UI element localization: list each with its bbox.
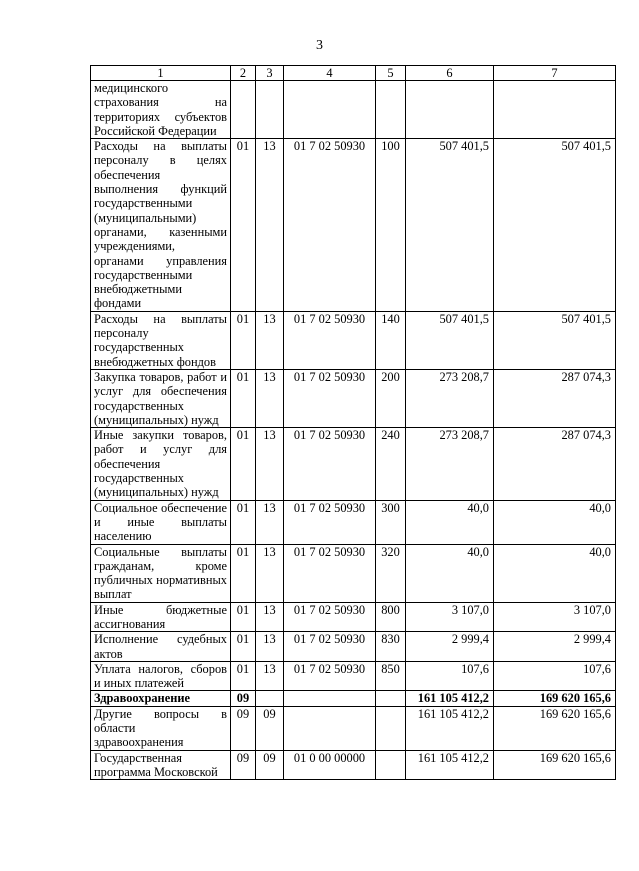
subsection-code-cell <box>256 81 284 139</box>
subsection-code-cell <box>256 691 284 706</box>
section-code-cell: 09 <box>231 706 256 750</box>
table-row <box>91 428 616 500</box>
subsection-code-cell: 13 <box>256 311 284 369</box>
section-code-cell: 01 <box>231 500 256 544</box>
subsection-code-cell: 13 <box>256 139 284 312</box>
column-number: 4 <box>284 66 376 81</box>
amount-year2-cell: 287 074,3 <box>494 428 616 500</box>
item-name-cell: Расходы на выплаты персоналу государственных внебюджетных фондов <box>91 311 231 369</box>
item-name-cell: Закупка товаров, работ и услуг для обеспечения государственных (муниципальных) нужд <box>91 369 231 427</box>
amount-year2-cell: 287 074,3 <box>494 369 616 427</box>
column-number: 5 <box>376 66 406 81</box>
target-article-cell: 01 7 02 50930 <box>284 602 376 632</box>
amount-year1-cell: 161 105 412,2 <box>406 750 494 780</box>
table-row <box>91 544 616 602</box>
amount-year2-cell: 40,0 <box>494 500 616 544</box>
column-number-row <box>91 66 616 81</box>
amount-year1-cell: 161 105 412,2 <box>406 691 494 706</box>
subsection-code-cell: 13 <box>256 428 284 500</box>
table-row <box>91 311 616 369</box>
expense-type-cell <box>376 81 406 139</box>
section-code-cell: 01 <box>231 311 256 369</box>
subsection-code-cell: 09 <box>256 706 284 750</box>
column-number: 7 <box>494 66 616 81</box>
item-name-cell: Государственная программа Московской <box>91 750 231 780</box>
amount-year2-cell: 169 620 165,6 <box>494 706 616 750</box>
amount-year1-cell: 2 999,4 <box>406 632 494 662</box>
item-name-cell: Иные закупки товаров, работ и услуг для обеспечения государственных (муниципальных) нужд <box>91 428 231 500</box>
amount-year2-cell: 507 401,5 <box>494 139 616 312</box>
column-number: 6 <box>406 66 494 81</box>
expense-type-cell <box>376 691 406 706</box>
expense-type-cell: 200 <box>376 369 406 427</box>
amount-year2-cell: 2 999,4 <box>494 632 616 662</box>
target-article-cell: 01 7 02 50930 <box>284 311 376 369</box>
section-code-cell <box>231 81 256 139</box>
table-row <box>91 81 616 139</box>
section-code-cell: 01 <box>231 602 256 632</box>
amount-year2-cell: 40,0 <box>494 544 616 602</box>
subsection-code-cell: 13 <box>256 500 284 544</box>
expense-type-cell: 100 <box>376 139 406 312</box>
expense-type-cell <box>376 706 406 750</box>
section-code-cell: 09 <box>231 691 256 706</box>
table-row <box>91 691 616 706</box>
target-article-cell: 01 7 02 50930 <box>284 139 376 312</box>
column-number: 3 <box>256 66 284 81</box>
table-row <box>91 632 616 662</box>
expense-type-cell: 320 <box>376 544 406 602</box>
amount-year1-cell: 40,0 <box>406 500 494 544</box>
subsection-code-cell: 13 <box>256 369 284 427</box>
item-name-cell: Социальные выплаты гражданам, кроме публичных нормативных выплат <box>91 544 231 602</box>
amount-year2-cell: 169 620 165,6 <box>494 691 616 706</box>
subsection-code-cell: 13 <box>256 544 284 602</box>
table-row <box>91 369 616 427</box>
section-code-cell: 01 <box>231 632 256 662</box>
expense-type-cell: 300 <box>376 500 406 544</box>
amount-year1-cell: 107,6 <box>406 661 494 691</box>
table-row <box>91 750 616 780</box>
expense-type-cell: 140 <box>376 311 406 369</box>
amount-year1-cell: 273 208,7 <box>406 428 494 500</box>
amount-year1-cell: 161 105 412,2 <box>406 706 494 750</box>
item-name-cell: Другие вопросы в области здравоохранения <box>91 706 231 750</box>
budget-table <box>90 65 616 780</box>
amount-year1-cell <box>406 81 494 139</box>
amount-year1-cell: 3 107,0 <box>406 602 494 632</box>
section-code-cell: 01 <box>231 661 256 691</box>
target-article-cell: 01 7 02 50930 <box>284 544 376 602</box>
amount-year1-cell: 507 401,5 <box>406 139 494 312</box>
table-row <box>91 139 616 312</box>
amount-year2-cell: 169 620 165,6 <box>494 750 616 780</box>
table-row <box>91 500 616 544</box>
amount-year2-cell <box>494 81 616 139</box>
table-row <box>91 602 616 632</box>
subsection-code-cell: 13 <box>256 661 284 691</box>
target-article-cell: 01 7 02 50930 <box>284 500 376 544</box>
amount-year2-cell: 3 107,0 <box>494 602 616 632</box>
amount-year1-cell: 507 401,5 <box>406 311 494 369</box>
item-name-cell: медицинского страхования на территориях субъектов Российской Федерации <box>91 81 231 139</box>
target-article-cell: 01 7 02 50930 <box>284 428 376 500</box>
target-article-cell <box>284 81 376 139</box>
item-name-cell: Расходы на выплаты персоналу в целях обеспечения выполнения функций государственными (муниципальными) органами, казенными учреждениями, органами управления государственными внебюджетными фондами <box>91 139 231 312</box>
target-article-cell: 01 7 02 50930 <box>284 369 376 427</box>
item-name-cell: Уплата налогов, сборов и иных платежей <box>91 661 231 691</box>
section-code-cell: 09 <box>231 750 256 780</box>
section-code-cell: 01 <box>231 369 256 427</box>
subsection-code-cell: 13 <box>256 632 284 662</box>
target-article-cell: 01 7 02 50930 <box>284 661 376 691</box>
subsection-code-cell: 13 <box>256 602 284 632</box>
table-row <box>91 661 616 691</box>
column-number: 1 <box>91 66 231 81</box>
target-article-cell: 01 7 02 50930 <box>284 632 376 662</box>
target-article-cell <box>284 706 376 750</box>
expense-type-cell <box>376 750 406 780</box>
section-code-cell: 01 <box>231 428 256 500</box>
table-row <box>91 706 616 750</box>
expense-type-cell: 850 <box>376 661 406 691</box>
target-article-cell: 01 0 00 00000 <box>284 750 376 780</box>
section-code-cell: 01 <box>231 139 256 312</box>
amount-year2-cell: 507 401,5 <box>494 311 616 369</box>
item-name-cell: Иные бюджетные ассигнования <box>91 602 231 632</box>
expense-type-cell: 830 <box>376 632 406 662</box>
amount-year2-cell: 107,6 <box>494 661 616 691</box>
item-name-cell: Исполнение судебных актов <box>91 632 231 662</box>
page-number: 3 <box>316 38 323 53</box>
expense-type-cell: 800 <box>376 602 406 632</box>
item-name-cell: Здравоохранение <box>91 691 231 706</box>
subsection-code-cell: 09 <box>256 750 284 780</box>
section-code-cell: 01 <box>231 544 256 602</box>
item-name-cell: Социальное обеспечение и иные выплаты населению <box>91 500 231 544</box>
column-number: 2 <box>231 66 256 81</box>
expense-type-cell: 240 <box>376 428 406 500</box>
amount-year1-cell: 40,0 <box>406 544 494 602</box>
target-article-cell <box>284 691 376 706</box>
amount-year1-cell: 273 208,7 <box>406 369 494 427</box>
